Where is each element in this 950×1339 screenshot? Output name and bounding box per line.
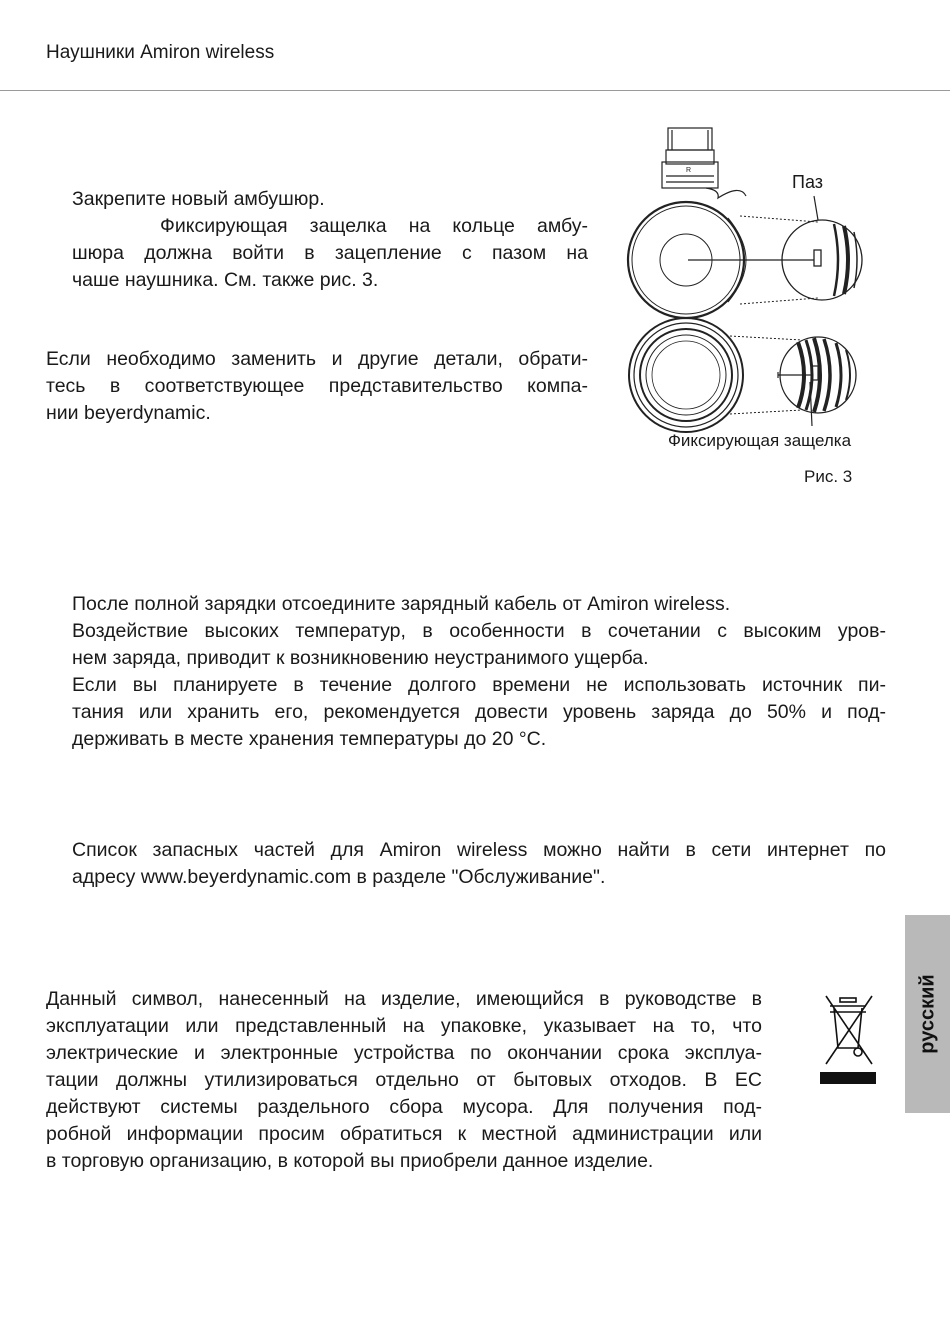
spare-parts-line: адресу www.beyerdynamic.com в разделе "Обслуживание". xyxy=(72,866,606,888)
figure-3-ear-cup-diagram xyxy=(600,120,920,480)
disposal-line: электрические и электронные устройства по окончании срока эксплуа- xyxy=(46,1042,762,1064)
disposal-line: робной информации просим обратиться к местной администрации или xyxy=(46,1123,762,1145)
page-header-title: Наушники Amiron wireless xyxy=(46,42,275,63)
other-parts-line: нии beyerdynamic. xyxy=(46,402,211,424)
charging-line: тания или хранить его, рекомендуется довести уровень заряда до 50% и под- xyxy=(72,701,886,723)
language-side-tab xyxy=(905,915,950,1113)
spare-parts-paragraph xyxy=(72,837,886,891)
charging-paragraph xyxy=(72,591,886,753)
charging-line: Если вы планируете в течение долгого времени не использовать источник пи- xyxy=(72,674,886,696)
disposal-line: в торговую организацию, в которой вы приобрели данное изделие. xyxy=(46,1150,654,1172)
latch-label: Фиксирующая защелка xyxy=(668,431,852,450)
lower-ear-pad xyxy=(629,318,743,432)
disposal-line: Данный символ, нанесенный на изделие, имеющийся в руководстве в xyxy=(46,988,762,1010)
spare-parts-line: Список запасных частей для Amiron wireless можно найти в сети интернет по xyxy=(72,839,886,861)
header-divider xyxy=(0,90,950,91)
disposal-line: тации должны утилизироваться отдельно от бытовых отходов. В ЕС xyxy=(46,1069,762,1091)
groove-label: Паз xyxy=(792,172,823,192)
other-parts-paragraph xyxy=(46,346,588,427)
crossed-out-wheelie-bin-icon xyxy=(816,992,880,1092)
charging-line: После полной зарядки отсоедините зарядный кабель от Amiron wireless. xyxy=(72,593,731,615)
groove-zoom-detail xyxy=(688,196,862,304)
ear-pad-line: шюра должна войти в зацепление с пазом на xyxy=(72,242,588,264)
disposal-paragraph xyxy=(46,986,762,1175)
other-parts-line: Если необходимо заменить и другие детали, обрати- xyxy=(46,348,588,370)
ear-pad-line: чаше наушника. См. также рис. 3. xyxy=(72,269,379,291)
other-parts-line: тесь в соответствующее представительство компа- xyxy=(46,375,588,397)
headband-slider xyxy=(662,128,718,188)
latch-zoom-detail xyxy=(730,336,856,426)
disposal-line: эксплуатации или представленный на упаковке, указывает на то, что xyxy=(46,1015,762,1037)
disposal-line: действуют системы раздельного сбора мусора. Для получения под- xyxy=(46,1096,762,1118)
charging-line: нем заряда, приводит к возникновению неустранимого ущерба. xyxy=(72,647,649,669)
ear-pad-paragraph xyxy=(72,186,588,294)
ear-pad-line: Закрепите новый амбушюр. xyxy=(72,188,325,210)
charging-line: Воздействие высоких температур, в особенности в сочетании с высоким уров- xyxy=(72,620,886,642)
figure-caption: Рис. 3 xyxy=(804,467,853,486)
cup-marking: R xyxy=(686,167,692,174)
charging-line: держивать в месте хранения температуры до 20 °C. xyxy=(72,728,547,750)
language-tab-label: русский xyxy=(916,974,938,1054)
ear-pad-line: Фиксирующая защелка на кольце амбу- xyxy=(160,215,588,237)
